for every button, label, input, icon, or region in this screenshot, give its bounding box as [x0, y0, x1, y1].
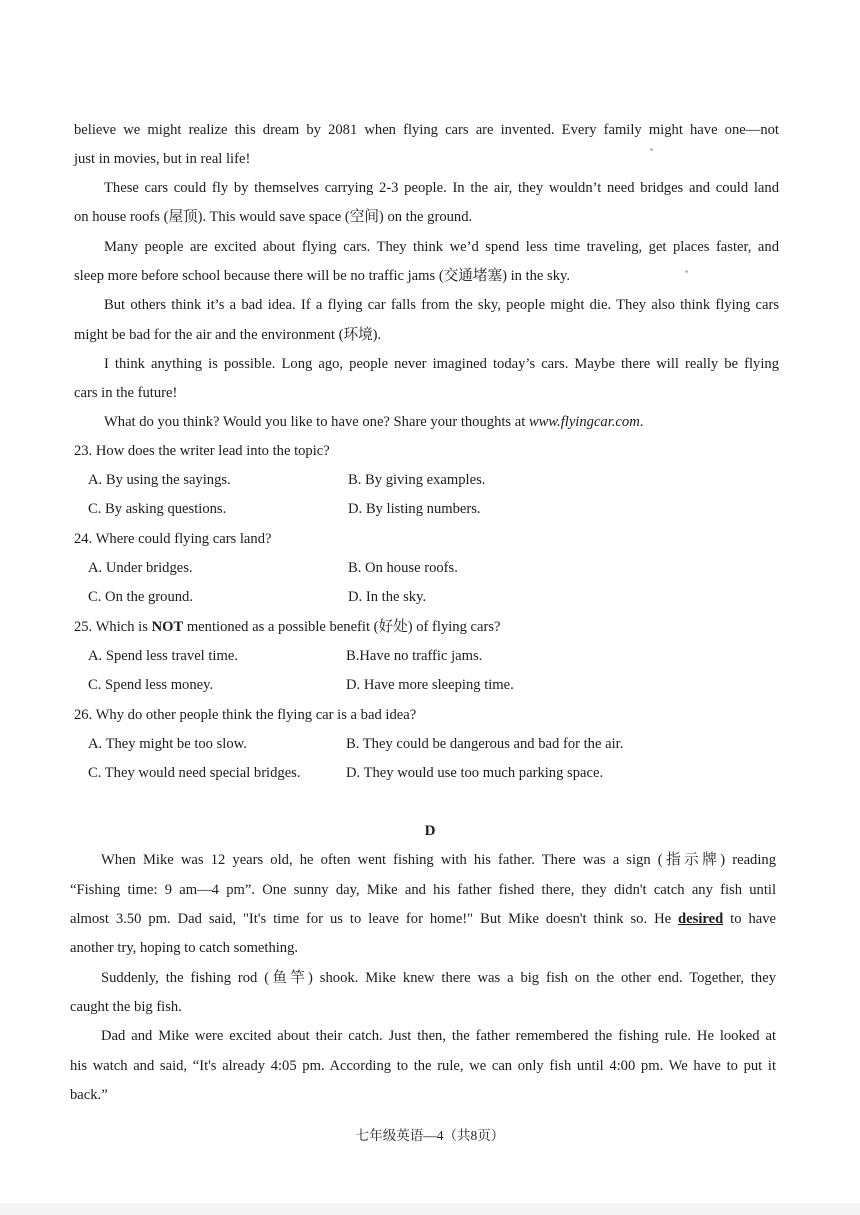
passage-c-line: cars in the future! — [74, 385, 178, 401]
passage-c-line: on house roofs (屋顶). This would save space (空间) on the ground. — [74, 209, 473, 225]
option-d: D. In the sky. — [348, 589, 427, 605]
question-stem — [74, 617, 860, 637]
question-stem: 26. Why do other people think the flying car is a bad idea? — [74, 707, 417, 723]
option-c: C. Spend less money. — [88, 677, 214, 693]
question-stem: 24. Where could flying cars land? — [74, 531, 272, 547]
option-c: C. By asking questions. — [88, 501, 227, 517]
scan-speck — [685, 270, 688, 273]
underlined-word: desired — [678, 911, 724, 927]
passage-d-line — [70, 909, 776, 929]
passage-d-line: another try, hoping to catch something. — [70, 940, 299, 956]
passage-c-line: just in movies, but in real life! — [74, 151, 251, 167]
scan-edge — [0, 1203, 860, 1215]
website-url: www.flyingcar.com — [528, 414, 640, 430]
question-stem: 23. How does the writer lead into the topic? — [74, 443, 330, 459]
option-a: A. Spend less travel time. — [88, 648, 238, 664]
passage-c-line: sleep more before school because there will be no traffic jams (交通堵塞) in the sky. — [74, 268, 571, 284]
option-b: B. By giving examples. — [348, 472, 486, 488]
passage-d-line: his watch and said, “It's already 4:05 pm. According to the rule, we can only fish until 4:00 pm. We have to put it — [70, 1058, 776, 1074]
passage-d-line: back.” — [70, 1087, 108, 1103]
passage-c-line: I think anything is possible. Long ago, people never imagined today’s cars. Maybe there will really be flying — [104, 356, 779, 372]
passage-c-line: might be bad for the air and the environment (环境). — [74, 327, 382, 343]
option-b: B.Have no traffic jams. — [346, 648, 483, 664]
option-d: D. Have more sleeping time. — [346, 677, 514, 693]
passage-d-line: “Fishing time: 9 am—4 pm”. One sunny day, Mike and his father fished there, they didn't catch any fish until — [70, 882, 776, 898]
passage-d-text: to have — [723, 911, 776, 927]
option-c: C. They would need special bridges. — [88, 765, 301, 781]
page-footer: 七年级英语—4（共8页） — [355, 1128, 505, 1143]
scan-speck — [650, 148, 653, 151]
stem-emphasis: NOT — [151, 619, 184, 635]
passage-d-line: Dad and Mike were excited about their catch. Just then, the father remembered the fishing rule. He looked at — [101, 1028, 776, 1044]
option-d: D. They would use too much parking space. — [346, 765, 604, 781]
section-heading: D — [424, 823, 436, 839]
passage-d-text: almost 3.50 pm. Dad said, "It's time for us to leave for home!" But Mike doesn't think so. He — [70, 911, 679, 927]
option-c: C. On the ground. — [88, 589, 193, 605]
passage-c-line: believe we might realize this dream by 2081 when flying cars are invented. Every family might have one—not — [74, 122, 779, 138]
passage-c-line: These cars could fly by themselves carrying 2-3 people. In the air, they wouldn’t need bridges and could land — [104, 180, 779, 196]
passage-c-line: Many people are excited about flying cars. They think we’d spend less time traveling, get places faster, and — [104, 239, 779, 255]
passage-d-line: Suddenly, the fishing rod (鱼竿) shook. Mike knew there was a big fish on the other end. Together, they — [101, 970, 776, 986]
passage-c-text: What do you think? Would you like to have one? Share your thoughts at — [104, 414, 529, 430]
option-d: D. By listing numbers. — [348, 501, 481, 517]
passage-c-line — [104, 412, 860, 432]
passage-d-line: When Mike was 12 years old, he often went fishing with his father. There was a sign (指示牌) reading — [101, 852, 776, 868]
stem-text: mentioned as a possible benefit (好处) of flying cars? — [183, 619, 501, 635]
option-a: A. By using the sayings. — [88, 472, 231, 488]
passage-c-line: But others think it’s a bad idea. If a flying car falls from the sky, people might die. They also think flying cars — [104, 297, 779, 313]
option-a: A. Under bridges. — [88, 560, 193, 576]
option-a: A. They might be too slow. — [88, 736, 247, 752]
stem-text: 25. Which is — [74, 619, 152, 635]
passage-c-text: . — [639, 414, 644, 430]
passage-d-line: caught the big fish. — [70, 999, 182, 1015]
option-b: B. On house roofs. — [348, 560, 458, 576]
option-b: B. They could be dangerous and bad for the air. — [346, 736, 624, 752]
